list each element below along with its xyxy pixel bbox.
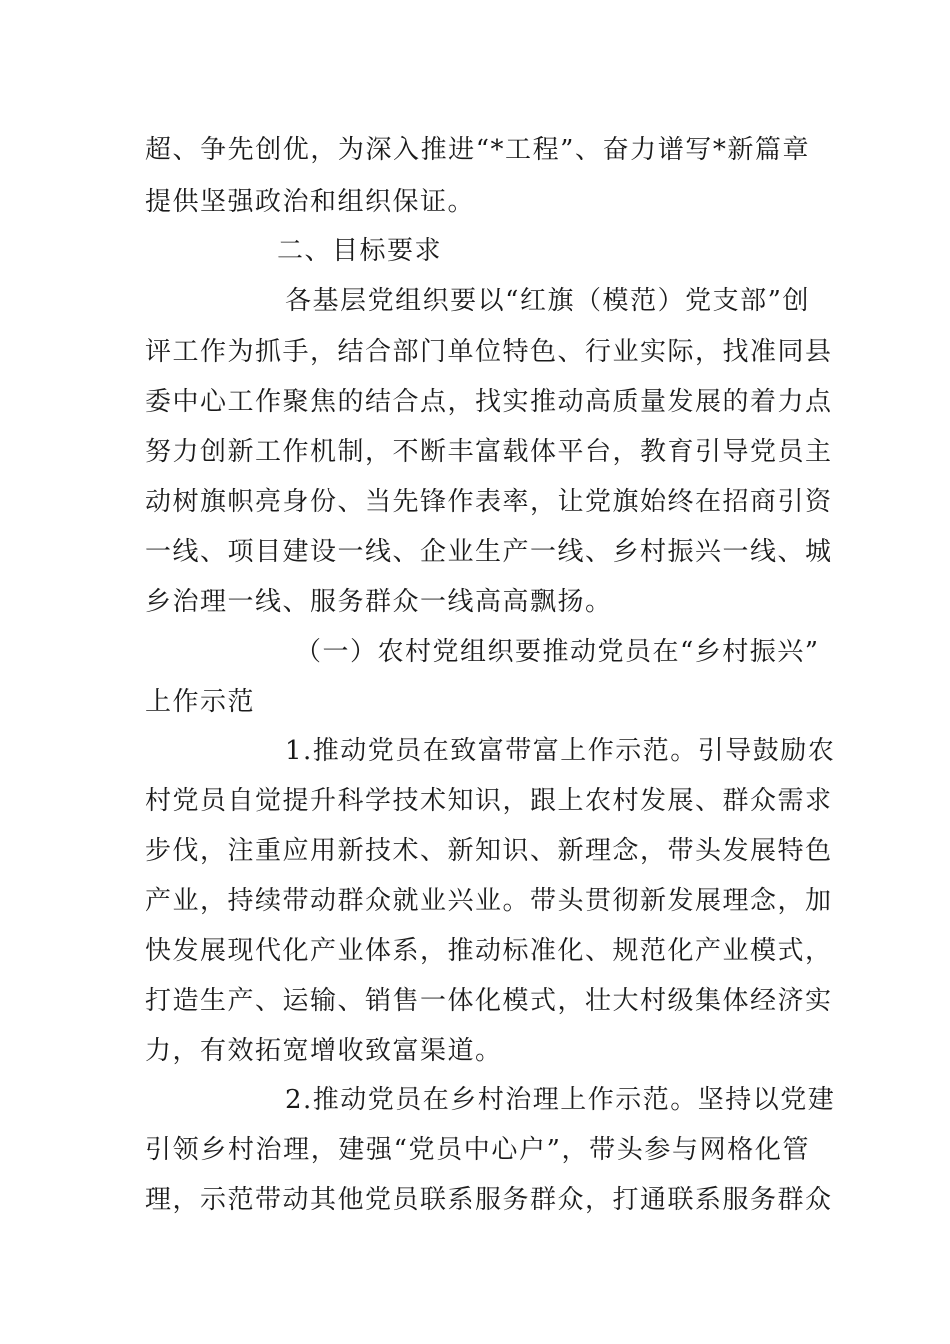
subheading-line-1: （一）农村党组织要推动党员在“乡村振兴” [295,637,820,667]
item-1-line-1: 1.推动党员在致富带富上作示范。引导鼓励农 [285,736,836,766]
item-1-line-7: 力，有效拓宽增收致富渠道。 [145,1036,503,1066]
goals-line-6: 一线、项目建设一线、企业生产一线、乡村振兴一线、城 [145,537,833,567]
goals-line-3: 委中心工作聚焦的结合点，找实推动高质量发展的着力点 [145,387,833,417]
goals-line-7: 乡治理一线、服务群众一线高高飘扬。 [145,587,613,617]
item-2-line-2: 引领乡村治理，建强“党员中心户”，带头参与网格化管 [145,1135,810,1165]
goals-line-4: 努力创新工作机制，不断丰富载体平台，教育引导党员主 [145,437,833,467]
goals-line-2: 评工作为抓手，结合部门单位特色、行业实际，找准同县 [145,337,833,367]
item-1-line-5: 快发展现代化产业体系，推动标准化、规范化产业模式， [145,936,833,966]
item-2-line-1: 2.推动党员在乡村治理上作示范。坚持以党建 [285,1085,836,1115]
item-1-line-2: 村党员自觉提升科学技术知识，跟上农村发展、群众需求 [145,786,833,816]
intro-end-line-2: 提供坚强政治和组织保证。 [145,187,476,217]
intro-end-line-1: 超、争先创优，为深入推进“*工程”、奋力谱写*新篇章 [145,135,810,165]
item-1-line-4: 产业，持续带动群众就业兴业。带头贯彻新发展理念，加 [145,886,833,916]
subheading-line-2: 上作示范 [145,687,256,717]
item-1-line-6: 打造生产、运输、销售一体化模式，壮大村级集体经济实 [145,986,833,1016]
goals-line-1: 各基层党组织要以“红旗（模范）党支部”创 [285,286,810,316]
item-2-line-3: 理，示范带动其他党员联系服务群众，打通联系服务群众 [145,1185,833,1215]
section-heading: 二、目标要求 [277,236,443,266]
item-1-line-3: 步伐，注重应用新技术、新知识、新理念，带头发展特色 [145,836,833,866]
goals-line-5: 动树旗帜亮身份、当先锋作表率，让党旗始终在招商引资 [145,487,833,517]
